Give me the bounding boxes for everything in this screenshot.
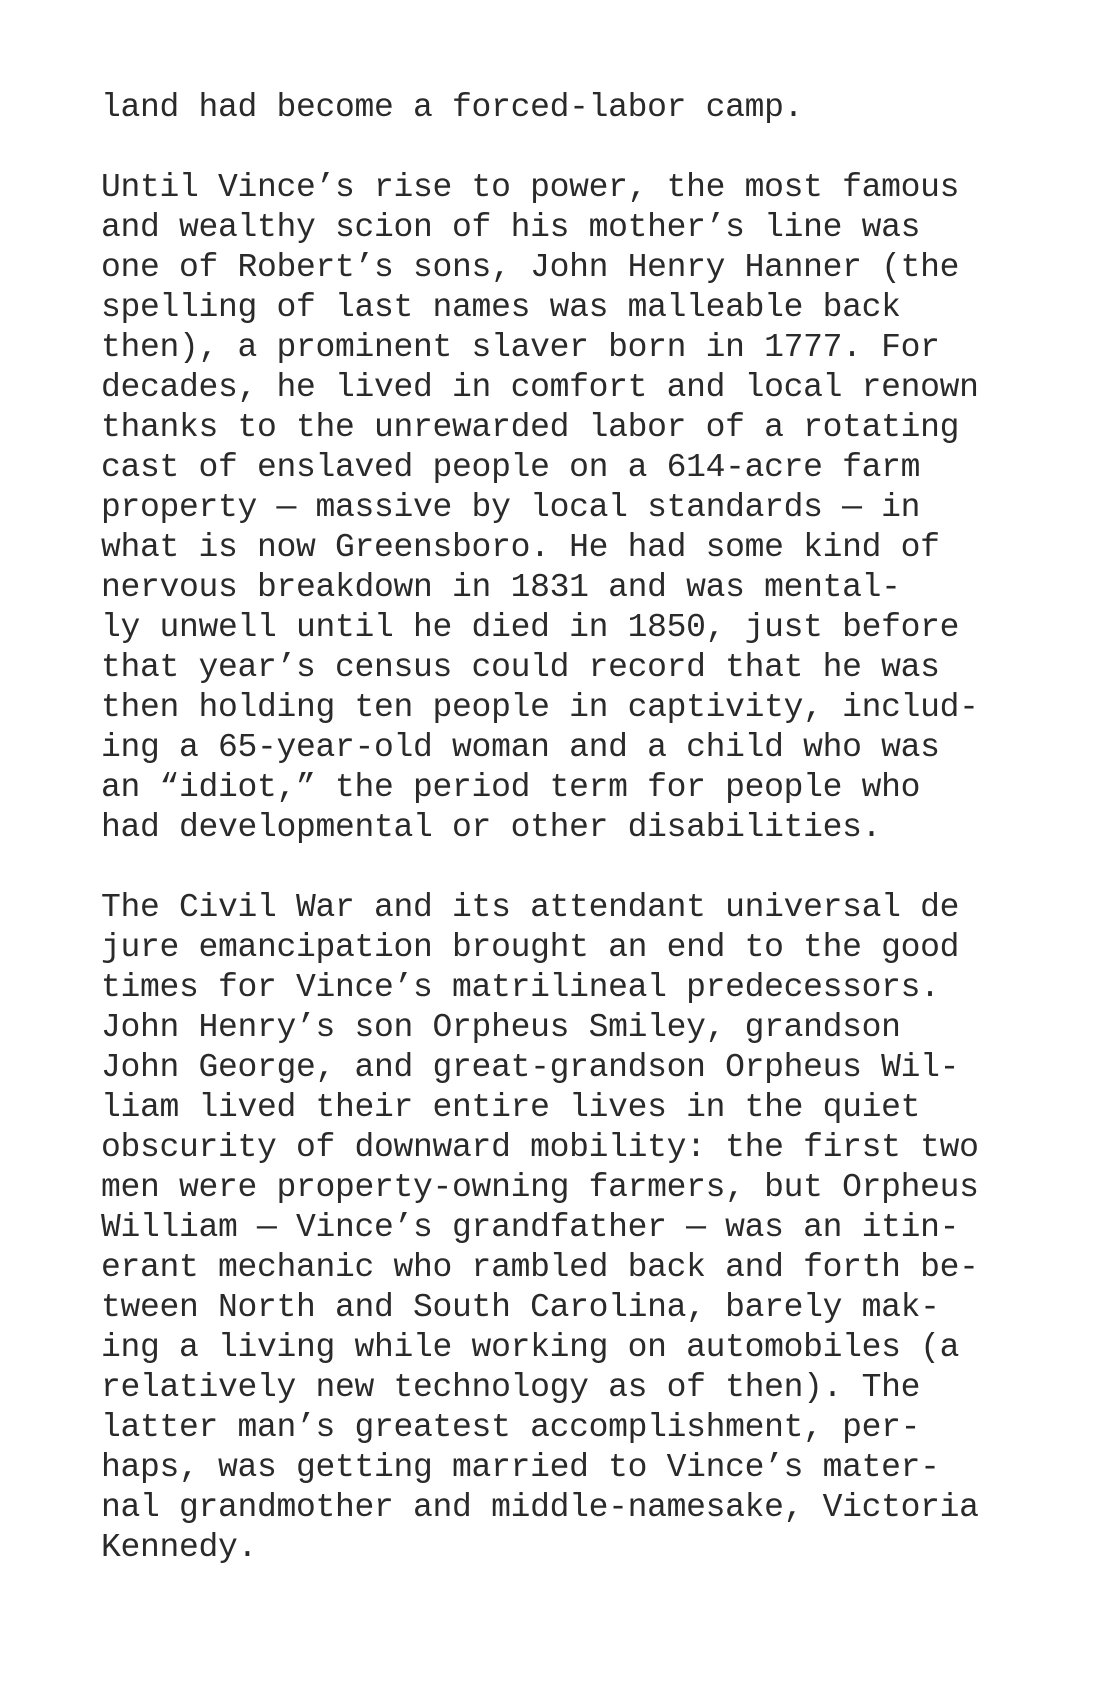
text-line: jure emancipation brought an end to the good — [101, 929, 960, 966]
text-line: tween North and South Carolina, barely mak- — [101, 1289, 940, 1326]
text-line: had developmental or other disabilities. — [101, 809, 882, 846]
text-line: men were property-owning farmers, but Orpheus — [101, 1169, 979, 1206]
text-line: nal grandmother and middle-namesake, Victoria — [101, 1489, 979, 1526]
paragraph-1 — [101, 88, 1021, 128]
text-line: latter man’s greatest accomplishment, per- — [101, 1409, 921, 1446]
text-line: an “idiot,” the period term for people who — [101, 769, 921, 806]
text-line: that year’s census could record that he was — [101, 649, 940, 686]
text-line: times for Vince’s matrilineal predecessors. — [101, 969, 940, 1006]
text-line: ing a living while working on automobiles (a — [101, 1329, 960, 1366]
text-line: liam lived their entire lives in the quiet — [101, 1089, 921, 1126]
text-line: cast of enslaved people on a 614-acre farm — [101, 449, 921, 486]
text-line: John George, and great-grandson Orpheus Wil- — [101, 1049, 960, 1086]
text-line: land had become a forced-labor camp. — [101, 89, 804, 126]
text-line: spelling of last names was malleable back — [101, 289, 901, 326]
text-line: then holding ten people in captivity, includ- — [101, 689, 979, 726]
text-line: ly unwell until he died in 1850, just before — [101, 609, 960, 646]
text-line: decades, he lived in comfort and local renown — [101, 369, 979, 406]
text-line: and wealthy scion of his mother’s line was — [101, 209, 921, 246]
paragraph-spacer — [101, 128, 1021, 168]
text-line: The Civil War and its attendant universal de — [101, 889, 960, 926]
document-page — [101, 88, 1021, 1568]
text-line: relatively new technology as of then). The — [101, 1369, 921, 1406]
text-line: obscurity of downward mobility: the first two — [101, 1129, 979, 1166]
text-line: haps, was getting married to Vince’s mater- — [101, 1449, 940, 1486]
paragraph-2 — [101, 168, 1021, 848]
text-line: William — Vince’s grandfather — was an itin- — [101, 1209, 960, 1246]
text-line: Kennedy. — [101, 1529, 258, 1566]
text-line: then), a prominent slaver born in 1777. For — [101, 329, 940, 366]
text-line: John Henry’s son Orpheus Smiley, grandson — [101, 1009, 901, 1046]
text-line: thanks to the unrewarded labor of a rotating — [101, 409, 960, 446]
text-line: what is now Greensboro. He had some kind of — [101, 529, 940, 566]
paragraph-3 — [101, 888, 1021, 1568]
text-line: Until Vince’s rise to power, the most famous — [101, 169, 960, 206]
text-line: one of Robert’s sons, John Henry Hanner (the — [101, 249, 960, 286]
paragraph-spacer — [101, 848, 1021, 888]
text-line: erant mechanic who rambled back and forth be- — [101, 1249, 979, 1286]
text-line: property — massive by local standards — in — [101, 489, 921, 526]
text-line: ing a 65-year-old woman and a child who was — [101, 729, 940, 766]
text-line: nervous breakdown in 1831 and was mental- — [101, 569, 901, 606]
